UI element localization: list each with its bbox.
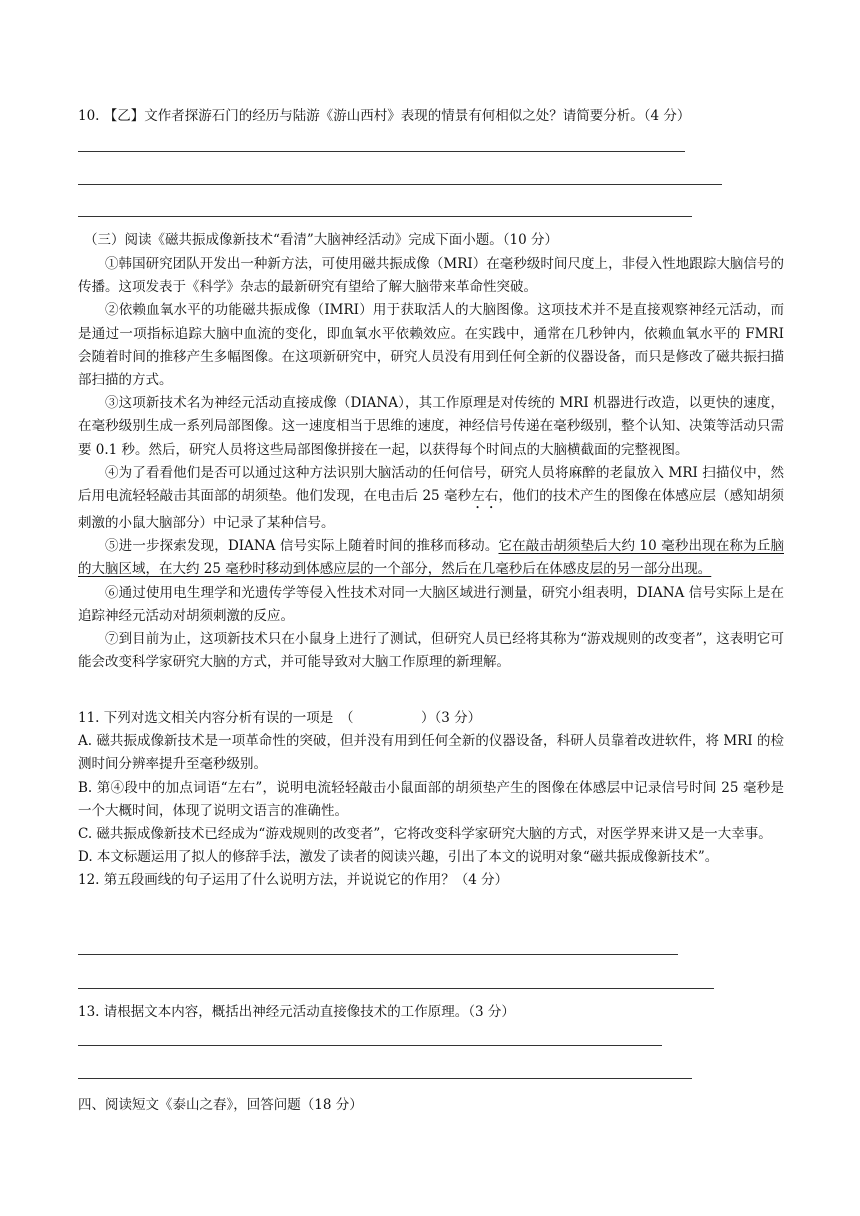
answer-line[interactable] — [78, 1078, 692, 1079]
passage-paragraph-5: ⑤进一步探索发现，DIANA 信号实际上随着时间的推移而移动。它在敲击胡须垫后大约 10 毫秒出现在称为丘脑的大脑区域，在大约 25 毫秒时移动到体感应层的一个部分，然后在几毫秒后在体感皮层的另一部分出现。 — [78, 538, 784, 578]
reading-passage — [78, 253, 784, 674]
answer-line[interactable] — [78, 216, 692, 217]
option-c[interactable]: C. 磁共振成像新技术已经成为“游戏规则的改变者”，它将改变科学家研究大脑的方式，对医学界来讲又是一大幸事。 — [78, 826, 772, 843]
passage-paragraph-6: ⑥通过使用电生理学和光遗传学等侵入性技术对同一大脑区域进行测量，研究小组表明，DIANA 信号实际上是在追踪神经元活动对胡须刺激的反应。 — [78, 584, 784, 624]
passage-paragraph-7: ⑦到目前为止，这项新技术只在小鼠身上进行了测试，但研究人员已经将其称为“游戏规则的改变者”，这表明它可能会改变科学家研究大脑的方式，并可能导致对大脑工作原理的新理解。 — [78, 631, 784, 671]
option-b[interactable]: B. 第④段中的加点词语“左右”，说明电流轻轻敲击小鼠面部的胡须垫产生的图像在体感层中记录信号时间 25 毫秒是一个大概时间，体现了说明文语言的准确性。 — [78, 779, 784, 819]
option-a[interactable]: A. 磁共振成像新技术是一项革命性的突破，但并没有用到任何全新的仪器设备，科研人员靠着改进软件，将 MRI 的检测时间分辨率提升至毫秒级别。 — [78, 733, 784, 773]
passage-paragraph-3: ③这项新技术名为神经元活动直接成像（DIANA），其工作原理是对传统的 MRI 机器进行改造，以更快的速度，在毫秒级别生成一系列局部图像。这一速度相当于思维的速度，神经信号传递在毫秒级别，整个认知、决策等活动只需要 0.1 秒。然后，研究人员将这些局部图像拼接在一起，以获得每个时间点的大脑横截面的完整视图。 — [78, 395, 784, 458]
answer-line[interactable] — [78, 151, 685, 152]
answer-line[interactable] — [78, 988, 714, 989]
question-11 — [78, 707, 784, 893]
question-11-stem: 11. 下列对选文相关内容分析有误的一项是 （ ）（3 分） — [78, 710, 482, 726]
section-3-heading: （三）阅读《磁共振成像新技术“看清”大脑神经活动》完成下面小题。（10 分） — [84, 232, 559, 248]
passage-paragraph-4: ④为了看看他们是否可以通过这种方法识别大脑活动的任何信号，研究人员将麻醉的老鼠放入 MRI 扫描仪中，然后用电流轻轻敲击其面部的胡须垫。他们发现，在电击后 25 毫秒左右，他们的技术产生的图像在体感应层（感知胡须刺激的小鼠大脑部分）中记录了某种信号。 — [78, 464, 785, 532]
question-13: 13. 请根据文本内容，概括出神经元活动直接像技术的工作原理。（3 分） — [78, 1004, 515, 1020]
question-12: 12. 第五段画线的句子运用了什么说明方法，并说说它的作用？（4 分） — [78, 872, 509, 889]
underlined-sentence: 它在敲击胡须垫后大约 10 毫秒出现在称为丘脑的大脑区域，在大约 25 毫秒时移动到体感应层的一个部分，然后在几毫秒后在体感皮层的另一部分出现。 — [78, 538, 784, 578]
answer-line[interactable] — [78, 954, 678, 955]
dotted-word: 左右 — [471, 488, 499, 505]
section-4-heading: 四、阅读短文《泰山之春》，回答问题（18 分） — [78, 1097, 363, 1113]
answer-line[interactable] — [78, 1045, 662, 1046]
question-10: 10. 【乙】文作者探游石门的经历与陆游《游山西村》表现的情景有何相似之处？请简要分析。（4 分） — [78, 108, 691, 124]
passage-paragraph-1: ①韩国研究团队开发出一种新方法，可使用磁共振成像（MRI）在毫秒级时间尺度上，非侵入性地跟踪大脑信号的传播。这项发表于《科学》杂志的最新研究有望给了解大脑带来革命性突破。 — [78, 256, 784, 296]
option-d[interactable]: D. 本文标题运用了拟人的修辞手法，激发了读者的阅读兴趣，引出了本文的说明对象“磁共振成像新技术”。 — [78, 849, 719, 866]
answer-line[interactable] — [78, 184, 722, 185]
passage-paragraph-2: ②依赖血氧水平的功能磁共振成像（IMRI）用于获取活人的大脑图像。这项技术并不是直接观察神经元活动，而是通过一项指标追踪大脑中血流的变化，即血氧水平依赖效应。在实践中，通常在几秒钟内，依赖血氧水平的 FMRI 会随着时间的推移产生多幅图像。在这项新研究中，研究人员没有用到任何全新的仪器设备，而只是修改了磁共振扫描部扫描的方式。 — [78, 302, 784, 389]
